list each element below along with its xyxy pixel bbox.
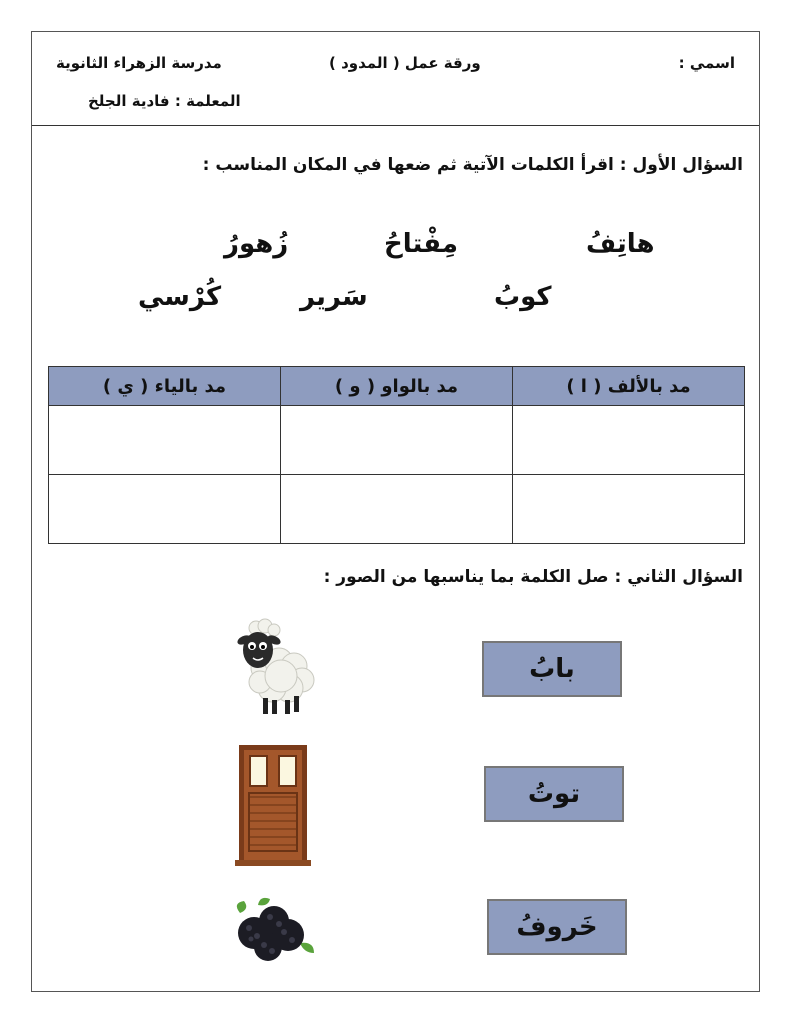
name-label: اسمي : — [678, 54, 735, 72]
word-kursi: كُرْسي — [138, 282, 222, 312]
teacher-name: المعلمة : فادية الجلخ — [88, 92, 241, 110]
sorting-table — [48, 366, 745, 544]
question2-prompt: السؤال الثاني : صل الكلمة بما يناسبها من الصور : — [323, 567, 743, 587]
answer-cell[interactable] — [281, 475, 513, 544]
worksheet — [31, 31, 760, 992]
word-box-tut[interactable]: توتُ — [484, 766, 624, 822]
word-box-bab[interactable]: بابُ — [482, 641, 622, 697]
word-sarir: سَرير — [300, 282, 368, 312]
worksheet-title: ورقة عمل ( المدود ) — [329, 54, 481, 72]
table-row — [49, 406, 745, 475]
berries-image[interactable] — [230, 895, 316, 967]
header-ya: مد بالياء ( ي ) — [49, 367, 281, 406]
answer-cell[interactable] — [281, 406, 513, 475]
header-alif: مد بالألف ( ا ) — [513, 367, 745, 406]
word-box-kharuf[interactable]: خَروفُ — [487, 899, 627, 955]
question1-prompt: السؤال الأول : اقرأ الكلمات الآتية ثم ضعها في المكان المناسب : — [202, 155, 743, 175]
answer-cell[interactable] — [49, 475, 281, 544]
word-kub: كوبُ — [494, 282, 552, 312]
door-image[interactable] — [235, 743, 311, 867]
header-waw: مد بالواو ( و ) — [281, 367, 513, 406]
word-hatif: هاتِفُ — [586, 229, 655, 259]
sheep-image[interactable] — [234, 618, 318, 718]
answer-cell[interactable] — [513, 406, 745, 475]
word-zuhur: زُهورُ — [224, 229, 289, 259]
school-name: مدرسة الزهراء الثانوية — [56, 54, 222, 72]
answer-cell[interactable] — [513, 475, 745, 544]
answer-cell[interactable] — [49, 406, 281, 475]
header-divider — [32, 125, 759, 126]
word-miftah: مِفْتاحُ — [384, 229, 458, 259]
table-header-row — [49, 367, 745, 406]
table-row — [49, 475, 745, 544]
